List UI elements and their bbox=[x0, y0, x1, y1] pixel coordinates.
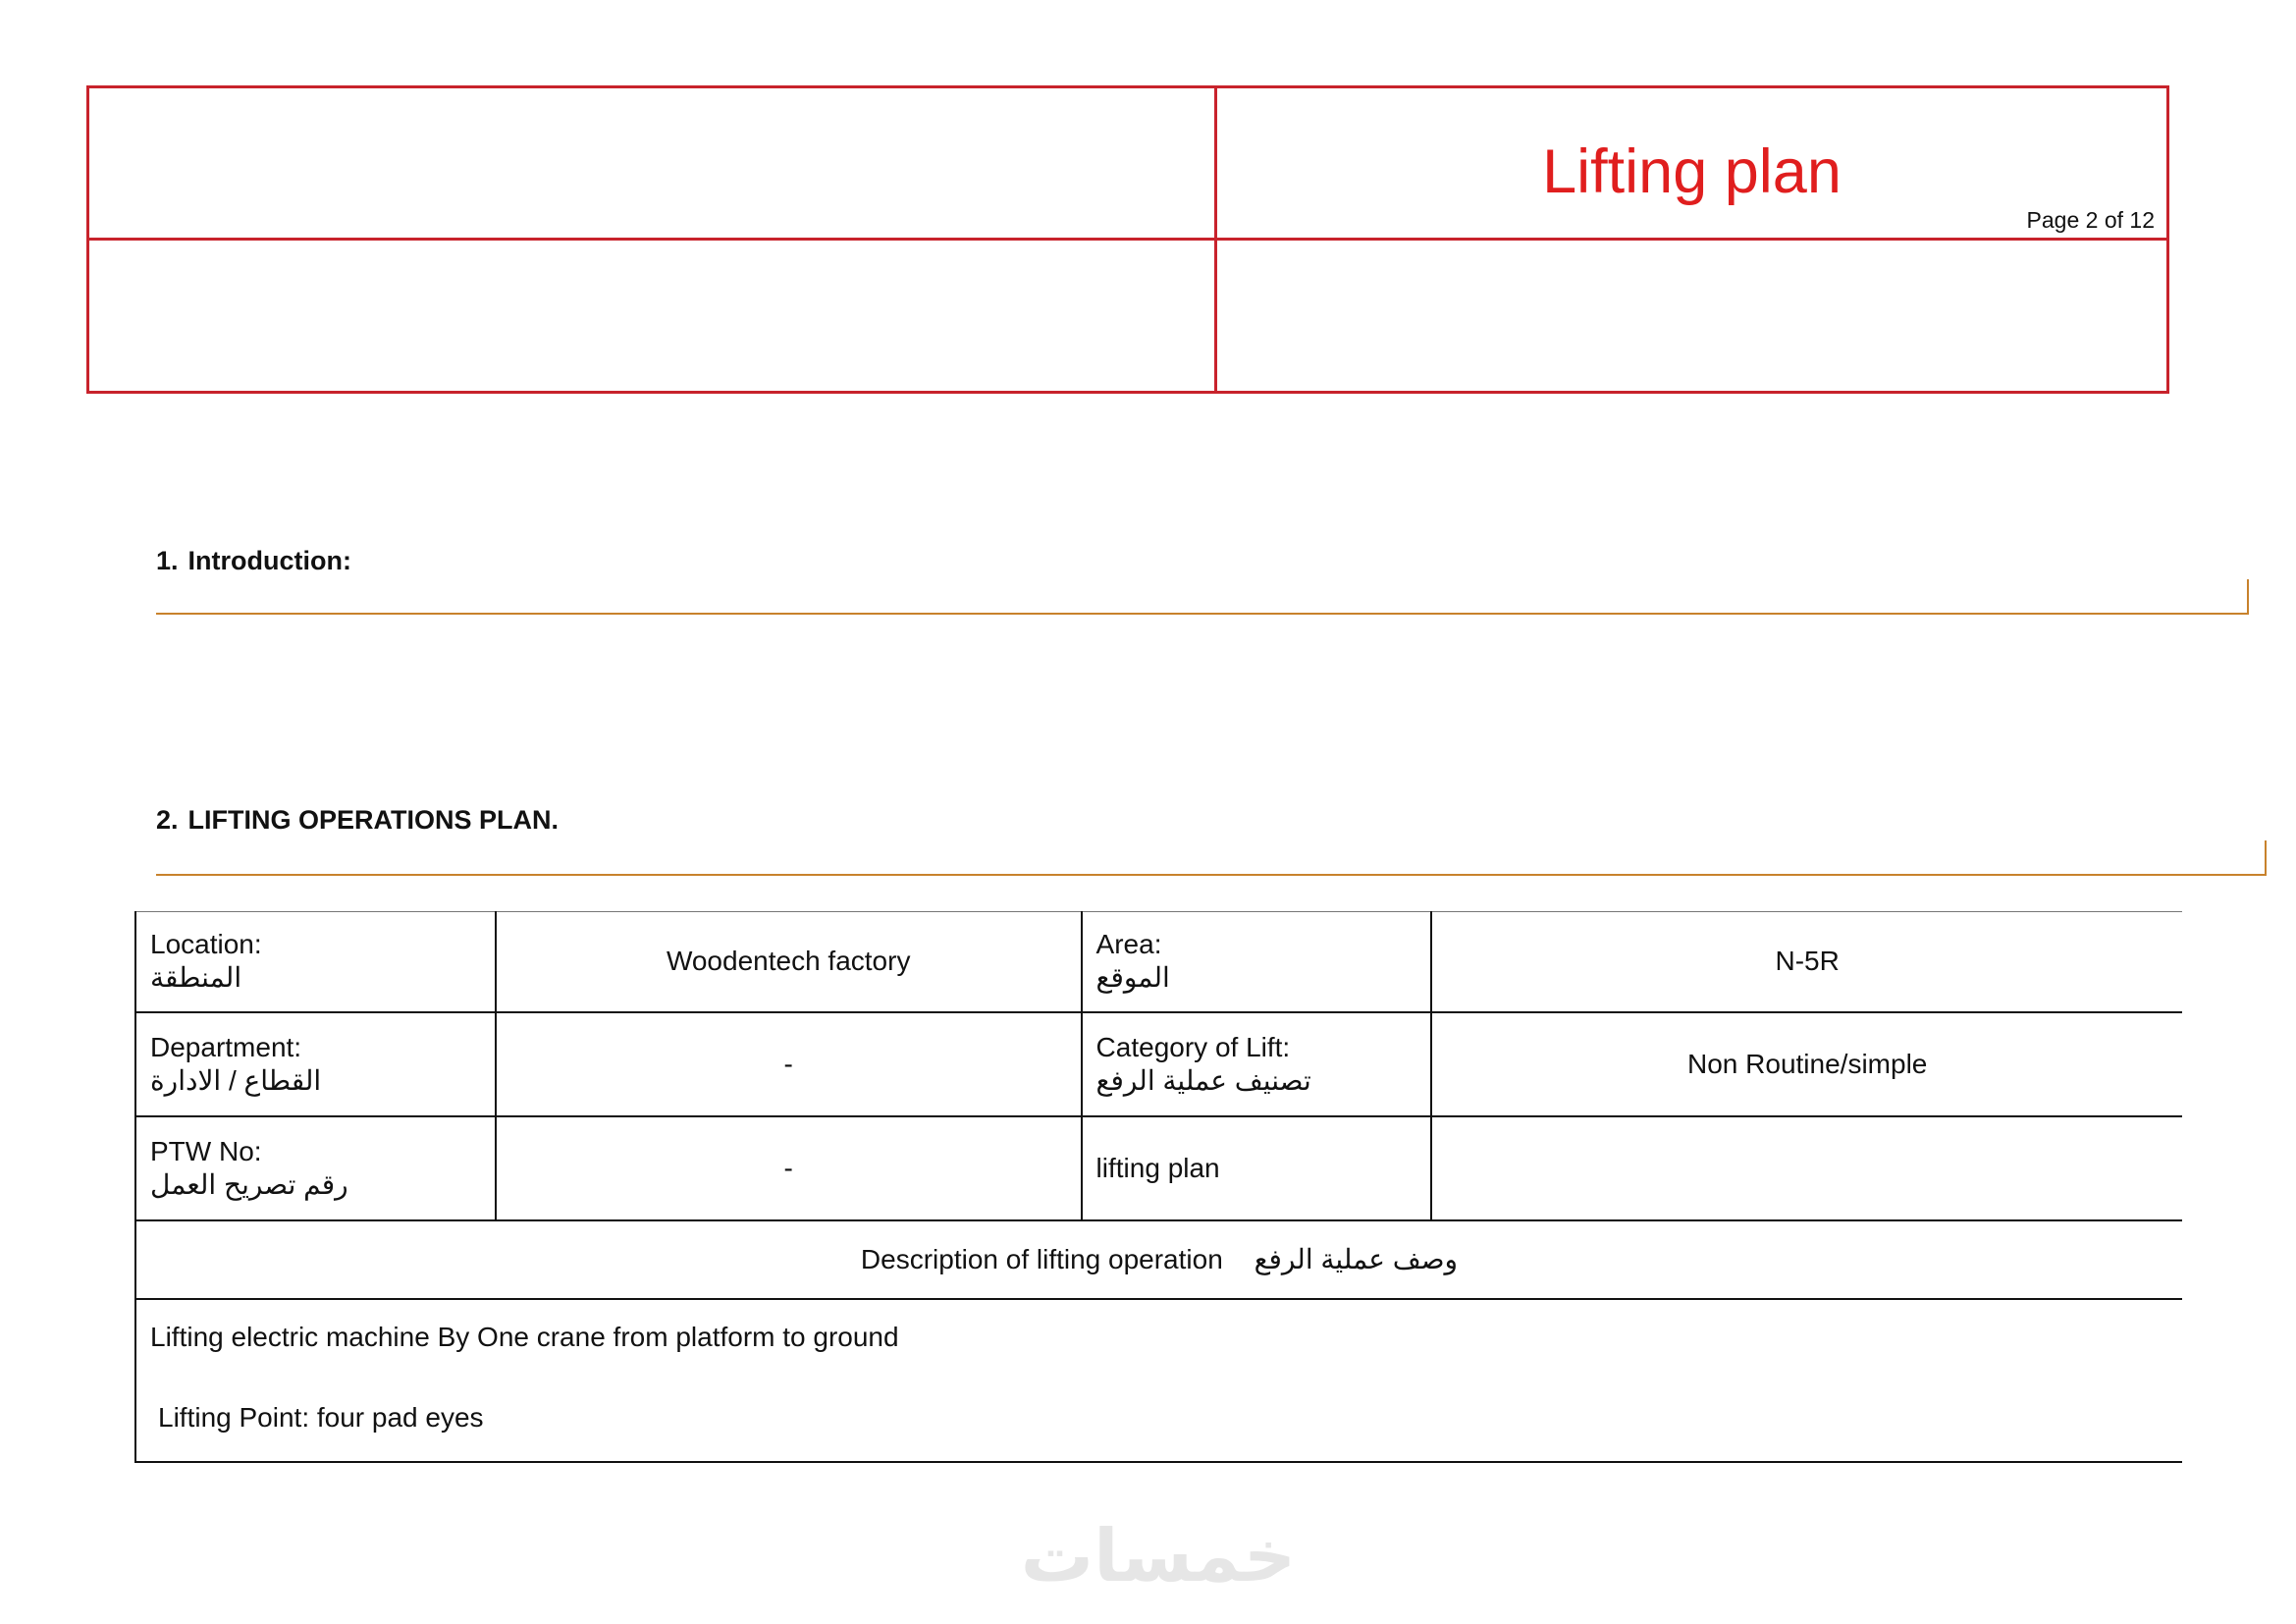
section-heading bbox=[156, 546, 351, 576]
department-value: - bbox=[496, 1012, 1082, 1116]
header-logo-cell bbox=[89, 88, 1217, 241]
category-label: Category of Lift: bbox=[1095, 1031, 1291, 1062]
table-row bbox=[135, 912, 2182, 1012]
table-row bbox=[135, 1299, 2182, 1376]
description-line: Lifting electric machine By One crane from platform to ground bbox=[135, 1299, 2182, 1376]
category-label-arabic: تصنيف عملية الرفع bbox=[1095, 1064, 1311, 1096]
lifting-plan-label: lifting plan bbox=[1095, 1152, 1220, 1183]
header-title-cell bbox=[1217, 88, 2166, 241]
category-label-cell bbox=[1082, 1012, 1432, 1116]
table-row bbox=[135, 1012, 2182, 1116]
page-number: Page 2 of 12 bbox=[2026, 207, 2155, 233]
department-label-arabic: القطاع / الادارة bbox=[150, 1064, 322, 1096]
area-label-arabic: الموقع bbox=[1095, 962, 1170, 994]
table-row bbox=[135, 1376, 2182, 1462]
lifting-plan-value bbox=[1431, 1116, 2182, 1220]
section-divider bbox=[156, 579, 2249, 615]
location-label: Location: bbox=[150, 929, 262, 960]
section-divider bbox=[156, 840, 2267, 876]
category-value: Non Routine/simple bbox=[1431, 1012, 2182, 1116]
lifting-plan-label-cell bbox=[1082, 1116, 1432, 1220]
header-bottom-left-cell bbox=[89, 241, 1217, 391]
section-title: LIFTING OPERATIONS PLAN. bbox=[187, 805, 560, 835]
department-label-cell bbox=[135, 1012, 496, 1116]
table-row bbox=[135, 1116, 2182, 1220]
description-header-label: Description of lifting operation bbox=[860, 1244, 1223, 1274]
section-lifting-operations-plan bbox=[156, 805, 559, 836]
ptw-label-cell bbox=[135, 1116, 496, 1220]
ptw-value: - bbox=[496, 1116, 1082, 1220]
location-value: Woodentech factory bbox=[496, 912, 1082, 1012]
lifting-plan-table bbox=[134, 911, 2182, 1463]
section-heading bbox=[156, 805, 559, 836]
ptw-label-arabic: رقم تصريح العمل bbox=[150, 1168, 348, 1200]
location-label-cell bbox=[135, 912, 496, 1012]
section-introduction bbox=[156, 546, 351, 576]
location-label-arabic: المنطقة bbox=[150, 962, 242, 994]
section-title: Introduction: bbox=[187, 546, 351, 575]
description-header-arabic: وصف عملية الرفع bbox=[1254, 1244, 1459, 1274]
document-header bbox=[86, 85, 2169, 394]
document-title: Lifting plan bbox=[1542, 137, 1842, 206]
department-label: Department: bbox=[150, 1031, 302, 1062]
table-row bbox=[135, 1220, 2182, 1299]
section-number: 1. bbox=[156, 546, 179, 575]
area-label-cell bbox=[1082, 912, 1432, 1012]
watermark-logo: خمسات bbox=[1020, 1514, 1297, 1598]
header-bottom-right-cell bbox=[1217, 241, 2166, 391]
description-header bbox=[135, 1220, 2182, 1299]
description-line: Lifting Point: four pad eyes bbox=[135, 1376, 2182, 1462]
area-label: Area: bbox=[1095, 929, 1162, 960]
section-number: 2. bbox=[156, 805, 179, 835]
area-value: N-5R bbox=[1431, 912, 2182, 1012]
ptw-label: PTW No: bbox=[150, 1135, 262, 1166]
